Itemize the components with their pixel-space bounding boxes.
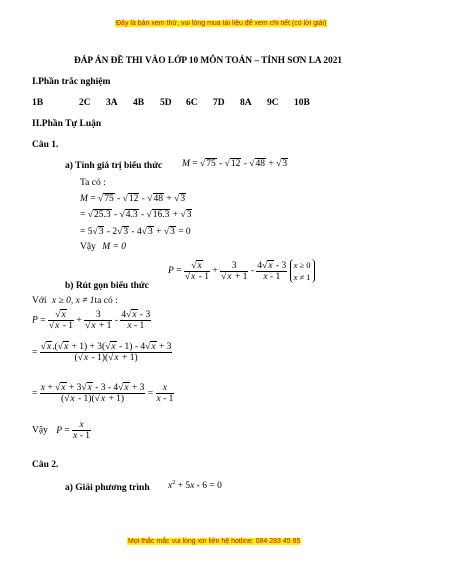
preview-banner: Đây là bản xem thử, vui lòng mua tài liệu để xem chi tiết (có lời giải) (116, 20, 327, 27)
question-2-heading: Câu 2. (32, 460, 59, 470)
answer-3: 3A (106, 98, 118, 108)
work-b-line-1: P = $\frac{√x}{√x - 1}$ + $\frac{3}{√x + 1}$ - $\frac{4√x - 3}{x - 1}$ (32, 310, 151, 331)
part-a-expression: M = √75 - √12 - √48 + √3 (182, 159, 288, 169)
answer-1: 1B (32, 98, 44, 108)
equation: $x^2 + 5x - 6 = 0$ (168, 480, 222, 492)
conclusion-b: Vậy P = $\frac{x}{x - 1}$ (32, 420, 91, 441)
answer-4: 4B (133, 98, 145, 108)
work-line-3: = 5√3 - 2√3 - 4√3 + √3 = 0 (80, 227, 191, 237)
condition-line (32, 296, 118, 306)
vay-label-b: Vậy (32, 425, 48, 436)
answer-7: 7D (213, 98, 225, 108)
ta-co-label-b: ta có : (94, 296, 118, 306)
work-b-line-3: = $\frac{x + √x + 3√x - 3 - 4√x + 3}{(√x - 1)(√x + 1)}$ = $\frac{x}{x - 1}$ (32, 383, 174, 404)
conclusion-a (80, 242, 126, 252)
work-line-1: M = √75 - √12 - √48 + √3 (80, 194, 186, 204)
part-2a-label: a) Giải phương trình (65, 483, 150, 493)
answer-10: 10B (294, 98, 310, 108)
answer-6: 6C (186, 98, 198, 108)
answer-2: 2C (79, 98, 91, 108)
document-title: ĐÁP ÁN ĐỀ THI VÀO LỚP 10 MÔN TOÁN – TỈNH SƠN LA 2021 (74, 56, 343, 66)
work-b-line-2: = $\frac{√x.(√x + 1) + 3(√x - 1) - 4√x + 3}{(√x - 1)(√x + 1)}$ (32, 342, 172, 363)
section-multiple-choice: I.Phần trắc nghiệm (32, 77, 111, 87)
part-a-label: a) Tính giá trị biểu thức (65, 161, 163, 171)
answer-5: 5D (160, 98, 172, 108)
section-essay: II.Phần Tự Luận (32, 119, 102, 129)
hotline-banner: Mọi thắc mắc vui lòng xin liên hệ hotline: 084 283 45 85 (128, 538, 301, 545)
answer-8: 8A (240, 98, 252, 108)
work-line-2: = √25.3 - √4.3 - √16.3 + √3 (80, 210, 192, 220)
part-b-label: b) Rút gọn biểu thức (65, 281, 149, 291)
question-1-heading: Câu 1. (32, 140, 59, 150)
part-b-expression: P = $\frac{√x}{√x - 1}$ + $\frac{3}{√x + 1}$ - $\frac{4√x - 3}{x - 1}$ x ≥ 0 x ≠ 1 (168, 259, 315, 283)
ta-co-label: Ta có : (80, 178, 106, 188)
vay-label: Vậy (80, 242, 96, 252)
answer-9: 9C (267, 98, 279, 108)
condition-value: x ≥ 0, x ≠ 1 (51, 296, 95, 306)
voi-label: Với (32, 296, 47, 306)
conclusion-a-value: M = 0 (102, 242, 127, 252)
